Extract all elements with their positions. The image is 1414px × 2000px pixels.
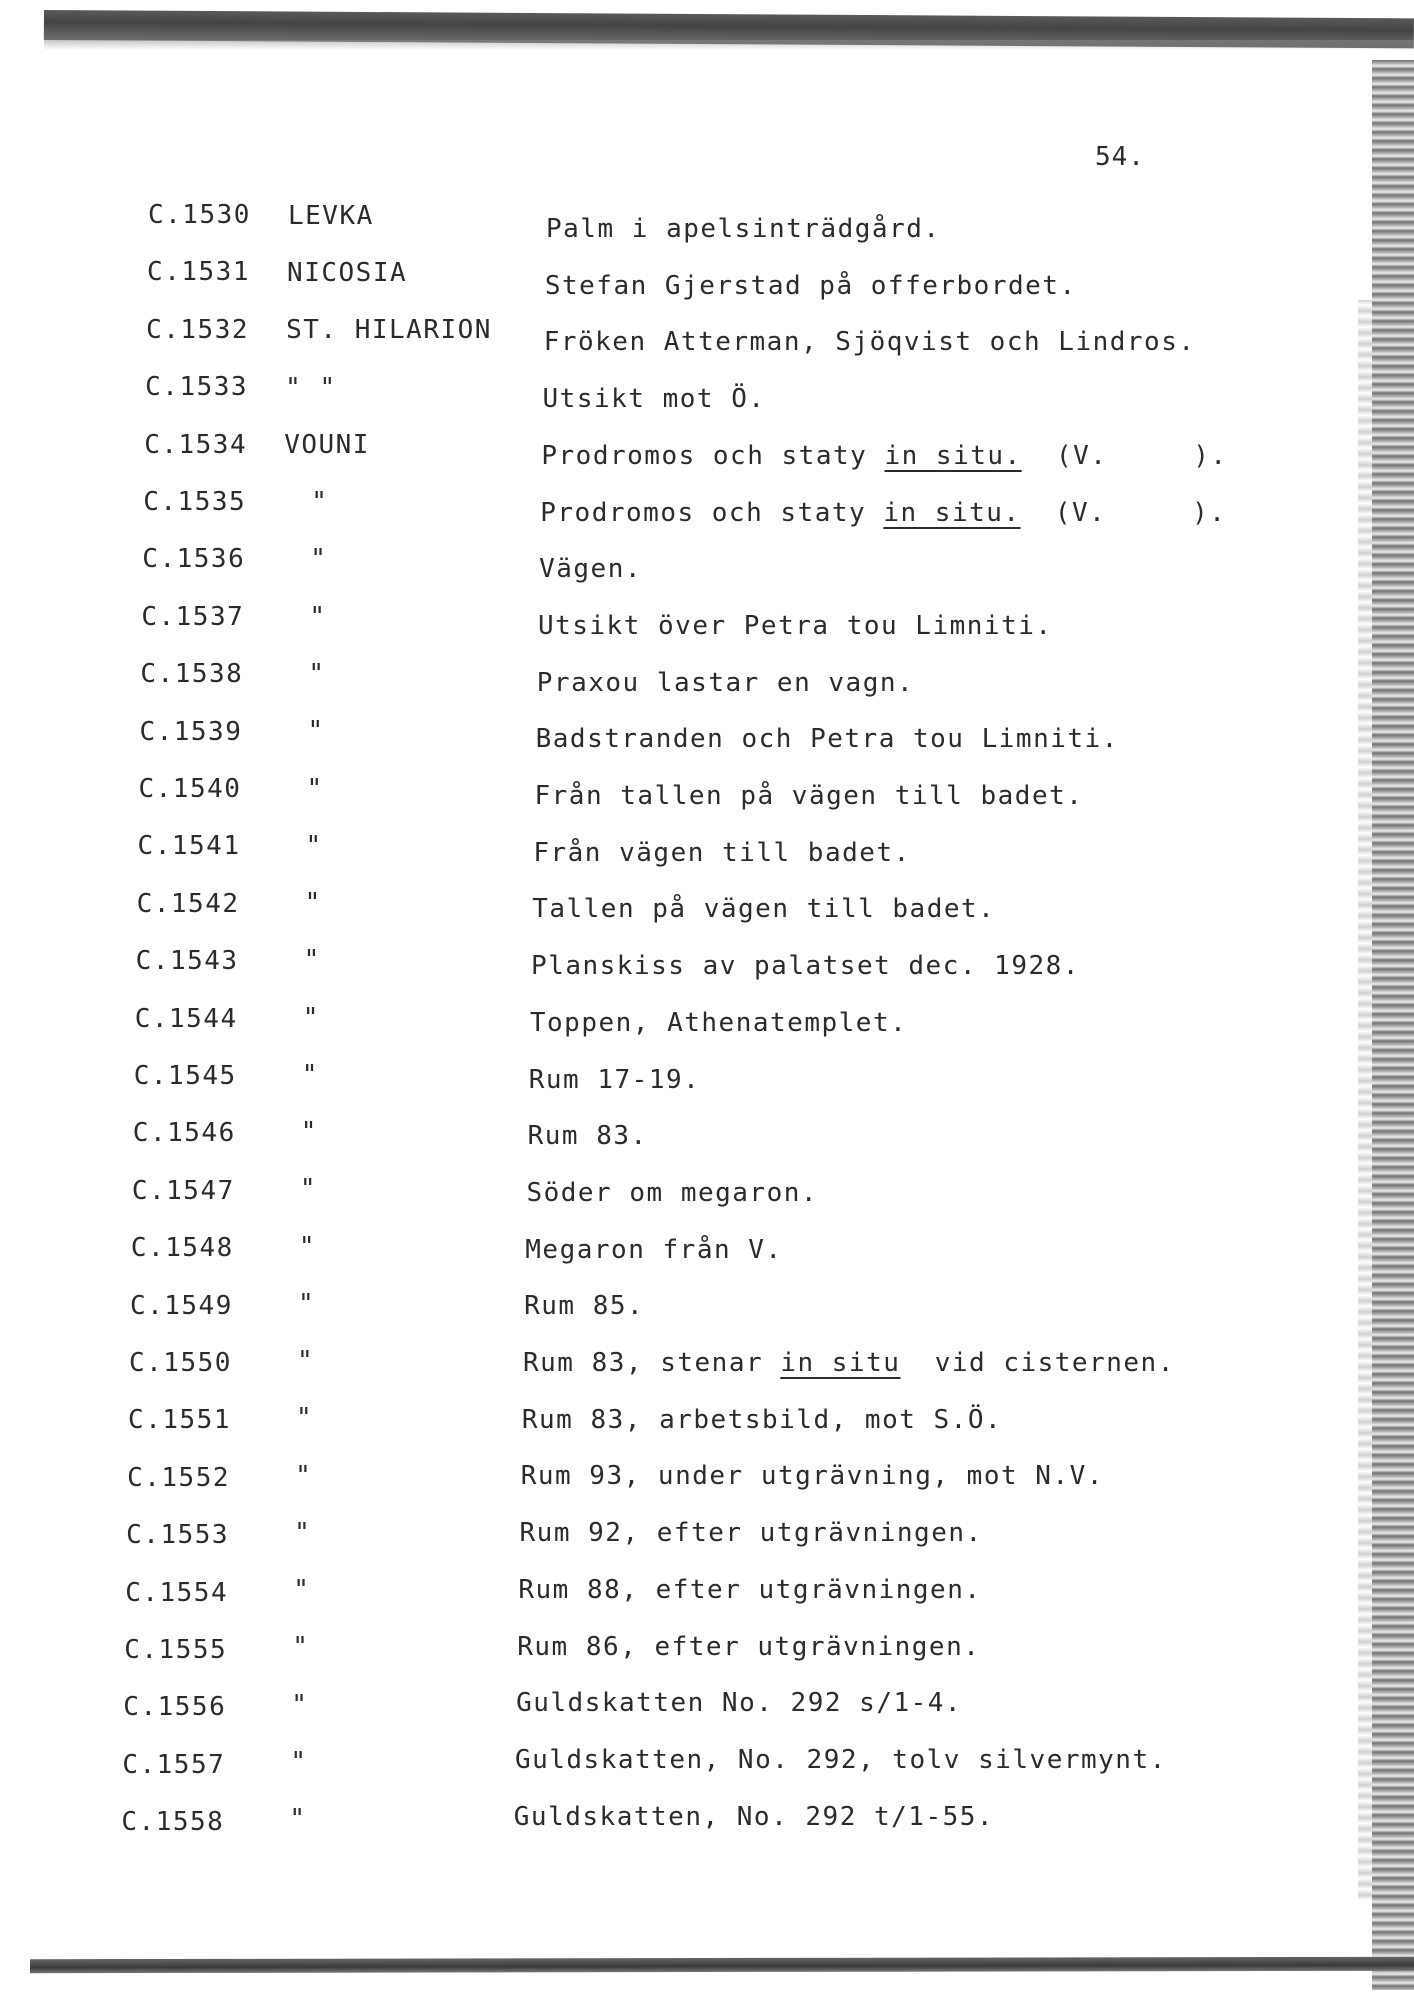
entry-description-part: vid cisternen. — [934, 1348, 1175, 1378]
entry-place: " — [310, 544, 328, 575]
entry-row — [144, 430, 1264, 470]
entry-row — [148, 200, 1268, 244]
entry-code: C.1534 — [144, 429, 248, 460]
entry-code: C.1543 — [135, 946, 239, 977]
entry-description: Rum 83, arbetsbild, mot S.Ö. — [521, 1404, 1003, 1435]
entry-place: " — [301, 1059, 319, 1090]
entry-description-part: Rum 83, stenar — [523, 1348, 764, 1378]
entry-code: C.1546 — [132, 1118, 236, 1149]
entry-place: " — [297, 1288, 316, 1319]
entry-code: C.1533 — [145, 372, 249, 403]
entry-code: C.1535 — [143, 487, 247, 517]
entry-description: Guldskatten No. 292 s/1-4. — [516, 1688, 963, 1719]
entry-description-part: (V. ). — [1056, 440, 1228, 471]
entry-place: " — [302, 1002, 320, 1033]
entry-row — [133, 1118, 1253, 1158]
entry-code: C.1539 — [139, 716, 243, 747]
entry-place: " — [306, 773, 324, 804]
entry-row — [138, 831, 1258, 871]
entry-place: " — [296, 1403, 314, 1434]
entry-row — [139, 774, 1259, 814]
entry-row — [129, 1288, 1250, 1331]
entry-row — [143, 487, 1263, 527]
entry-place: " — [292, 1632, 310, 1663]
entry-description: Planskiss av palatset dec. 1928. — [531, 951, 1080, 982]
entry-place: " — [294, 1517, 312, 1548]
entry-code: C.1550 — [129, 1348, 232, 1378]
entry-place: " " — [285, 372, 337, 403]
entry-description: Vägen. — [539, 554, 643, 585]
entry-description: Tallen på vägen till badet. — [532, 894, 996, 925]
entry-row — [131, 1233, 1251, 1273]
entry-place: " — [299, 1174, 317, 1205]
entry-place: " — [289, 1804, 307, 1834]
entry-description: Toppen, Athenatemplet. — [529, 1007, 908, 1038]
entry-place: NICOSIA — [287, 258, 408, 289]
scan-right-edge — [1372, 60, 1414, 1990]
entry-place: " — [303, 945, 321, 976]
entry-description — [523, 1348, 1175, 1378]
entry-description: Badstranden och Petra tou Limniti. — [535, 724, 1119, 755]
scan-bottom-edge — [30, 1957, 1414, 1973]
entry-place: " — [308, 659, 326, 689]
entry-place: " — [291, 1689, 309, 1720]
entry-place: " — [295, 1460, 313, 1491]
entry-row — [122, 1744, 1242, 1790]
entry-description-underlined: in situ. — [883, 497, 1021, 528]
entry-description-underlined: in situ — [780, 1348, 901, 1378]
entry-description: Söder om megaron. — [526, 1177, 819, 1208]
entry-code: C.1557 — [122, 1749, 226, 1780]
entry-code: C.1544 — [134, 1003, 238, 1034]
entry-description-part: (V. ). — [1054, 497, 1227, 528]
entry-row — [141, 602, 1261, 642]
scan-top-shadow — [44, 40, 1414, 50]
entry-code: C.1558 — [121, 1807, 225, 1838]
entry-description — [541, 441, 1227, 471]
entry-code: C.1540 — [138, 774, 242, 804]
entry-description: Guldskatten, No. 292 t/1-55. — [513, 1801, 995, 1832]
entry-code: C.1548 — [130, 1233, 234, 1264]
entry-code: C.1551 — [128, 1405, 231, 1436]
entry-row — [135, 1004, 1255, 1044]
entry-description: Rum 85. — [524, 1291, 645, 1322]
entry-code: C.1531 — [147, 257, 250, 288]
entry-description-underlined: in situ. — [884, 440, 1022, 471]
entry-description: Fröken Atterman, Sjöqvist och Lindros. — [543, 327, 1196, 358]
entry-description: Megaron från V. — [525, 1234, 783, 1265]
entry-row — [136, 946, 1256, 986]
entry-description: Utsikt mot Ö. — [542, 384, 766, 415]
entry-row — [142, 544, 1262, 584]
entry-code: C.1556 — [123, 1692, 227, 1723]
entry-row — [121, 1801, 1241, 1847]
entry-place: " — [293, 1575, 311, 1605]
entry-code: C.1542 — [136, 888, 240, 919]
entry-description: Rum 83. — [527, 1121, 648, 1152]
entry-description: Rum 92, efter utgrävningen. — [519, 1518, 983, 1549]
entry-place: " — [309, 601, 327, 632]
entry-row — [139, 717, 1259, 757]
entry-description: Rum 93, under utgrävning, mot N.V. — [520, 1461, 1104, 1492]
entry-place: " — [311, 487, 329, 518]
entry-row — [124, 1631, 1244, 1675]
entry-row — [146, 314, 1266, 358]
entry-description: Palm i apelsinträdgård. — [546, 214, 941, 244]
entry-row — [140, 659, 1260, 699]
entry-description: Rum 86, efter utgrävningen. — [517, 1631, 981, 1662]
entry-row — [125, 1574, 1245, 1618]
entry-row — [147, 257, 1267, 301]
entry-code: C.1545 — [133, 1061, 237, 1091]
entry-code: C.1552 — [127, 1462, 231, 1493]
entry-place: LEVKA — [288, 201, 374, 231]
entry-code: C.1547 — [131, 1175, 235, 1206]
page-number: 54. — [1095, 142, 1145, 172]
entry-code: C.1530 — [148, 200, 251, 230]
entry-code: C.1554 — [125, 1577, 229, 1608]
entry-description: Praxou lastar en vagn. — [536, 667, 915, 698]
entry-description: Stefan Gjerstad på offerbordet. — [544, 270, 1077, 301]
entry-code: C.1532 — [146, 314, 250, 345]
entry-place: " — [307, 716, 325, 747]
entry-row — [126, 1517, 1246, 1560]
entry-row — [123, 1688, 1243, 1732]
entry-description: Rum 88, efter utgrävningen. — [518, 1574, 982, 1605]
entry-description: Från tallen på vägen till badet. — [534, 781, 1084, 811]
entry-code: C.1538 — [140, 659, 244, 690]
entry-description-part: Prodromos och staty — [540, 497, 867, 528]
entry-code: C.1537 — [141, 601, 245, 632]
entry-place: " — [300, 1117, 318, 1147]
entry-code: C.1553 — [126, 1520, 230, 1551]
entry-row — [129, 1348, 1249, 1388]
entry-place: VOUNI — [284, 429, 370, 460]
entry-row — [127, 1460, 1247, 1503]
entry-code: C.1549 — [129, 1290, 233, 1321]
scan-right-edge-shadow — [1358, 300, 1372, 1900]
entry-description: Från vägen till badet. — [533, 837, 911, 868]
entry-description-part: Prodromos och staty — [541, 440, 868, 471]
entry-code: C.1541 — [137, 831, 241, 862]
entry-description — [540, 498, 1226, 528]
entry-description: Rum 17-19. — [528, 1064, 701, 1095]
entry-place: " — [305, 830, 323, 861]
entry-description: Guldskatten, No. 292, tolv silvermynt. — [514, 1744, 1167, 1775]
entry-row — [128, 1405, 1248, 1445]
entry-place: " — [297, 1346, 315, 1376]
entry-place: " — [304, 888, 322, 918]
entry-row — [145, 372, 1265, 415]
entry-place: " — [298, 1231, 317, 1262]
entry-place: " — [290, 1746, 308, 1777]
entry-row — [134, 1061, 1254, 1101]
entry-description: Utsikt över Petra tou Limniti. — [537, 610, 1053, 641]
entry-place: ST. HILARION — [286, 315, 492, 346]
entry-row — [137, 889, 1257, 929]
entry-code: C.1536 — [142, 544, 246, 575]
entry-row — [132, 1176, 1252, 1216]
entry-code: C.1555 — [124, 1635, 228, 1665]
